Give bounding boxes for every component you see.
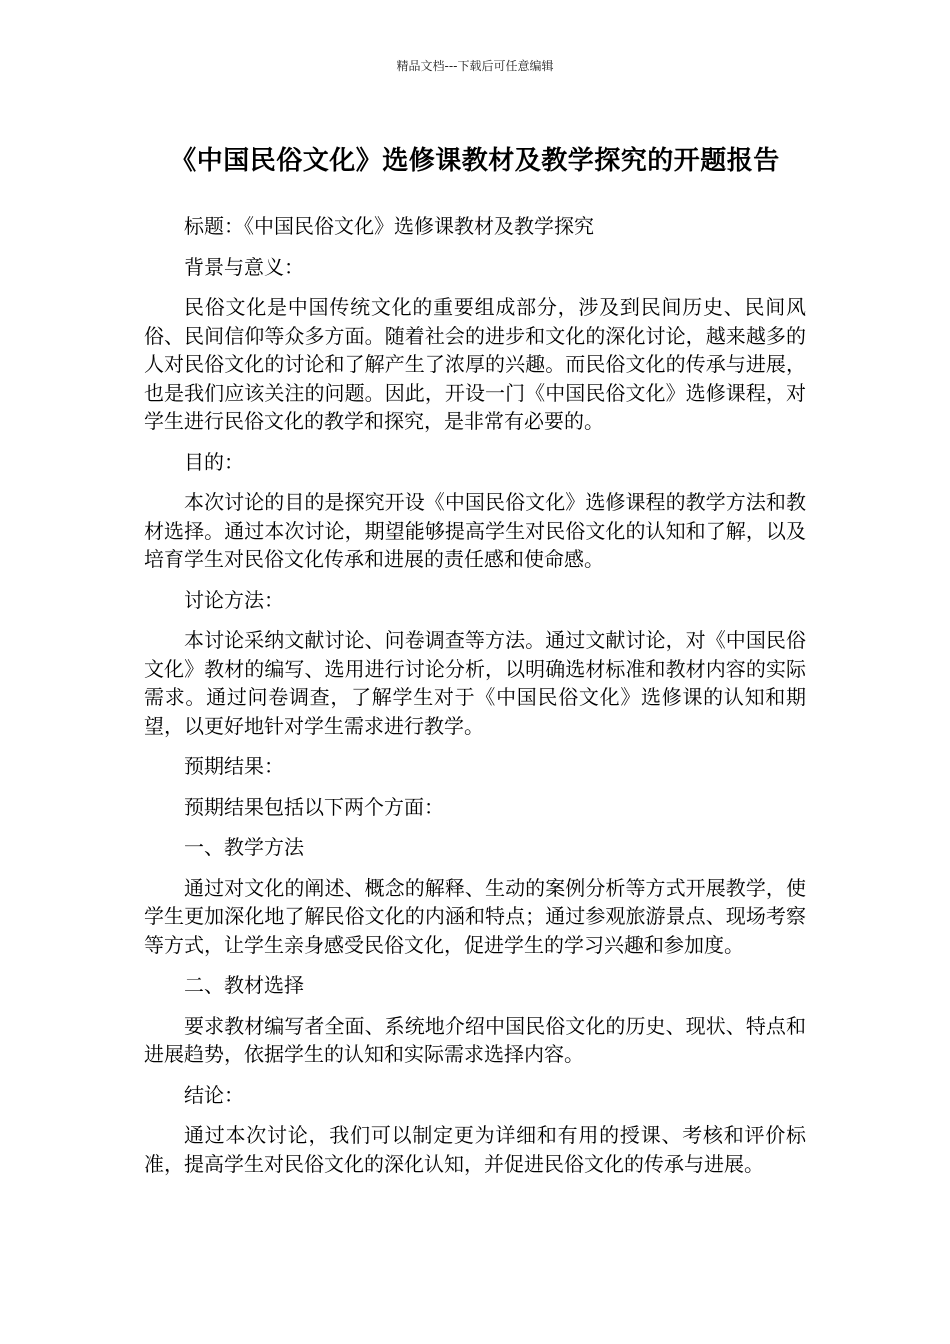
subheading-textbook-selection: 二、教材选择 xyxy=(184,973,304,997)
heading-expected-results: 预期结果： xyxy=(184,754,284,778)
paragraph-teaching-method: 通过对文化的阐述、概念的解释、生动的案例分析等方式开展教学，使学生更加深化地了解民俗文化的内涵和特点；通过参观旅游景点、现场考察等方式，让学生亲身感受民俗文化，促进学生的学习兴趣和参加度。 xyxy=(144,875,806,957)
paragraph-background: 民俗文化是中国传统文化的重要组成部分，涉及到民间历史、民间风俗、民间信仰等众多方面。随着社会的进步和文化的深化讨论，越来越多的人对民俗文化的讨论和了解产生了浓厚的兴趣。而民俗文化的传承与进展，也是我们应该关注的问题。因此，开设一门《中国民俗文化》选修课程，对学生进行民俗文化的教学和探究，是非常有必要的。 xyxy=(144,295,806,433)
heading-purpose: 目的： xyxy=(184,449,244,474)
heading-background: 背景与意义： xyxy=(184,254,304,279)
subheading-teaching-method: 一、教学方法 xyxy=(184,835,304,859)
paragraph-purpose: 本次讨论的目的是探究开设《中国民俗文化》选修课程的教学方法和教材选择。通过本次讨论，期望能够提高学生对民俗文化的认知和了解，以及培育学生对民俗文化传承和进展的责任感和使命感。 xyxy=(144,490,806,571)
paragraph-textbook-selection: 要求教材编写者全面、系统地介绍中国民俗文化的历史、现状、特点和进展趋势，依据学生的认知和实际需求选择内容。 xyxy=(144,1013,806,1066)
document-title: 《中国民俗文化》选修课教材及教学探究的开题报告 xyxy=(170,146,780,176)
paragraph-expected-intro: 预期结果包括以下两个方面： xyxy=(184,794,444,819)
heading-conclusion: 结论： xyxy=(184,1082,244,1107)
heading-method: 讨论方法： xyxy=(184,587,284,612)
paragraph-conclusion: 通过本次讨论，我们可以制定更为详细和有用的授课、考核和评价标准，提高学生对民俗文化的深化认知，并促进民俗文化的传承与进展。 xyxy=(144,1123,806,1176)
page-header: 精品文档---下载后可任意编辑 xyxy=(396,59,554,73)
paragraph-method: 本讨论采纳文献讨论、问卷调查等方法。通过文献讨论，对《中国民俗文化》教材的编写、选用进行讨论分析，以明确选材标准和教材内容的实际需求。通过问卷调查，了解学生对于《中国民俗文化》选修课的认知和期望，以更好地针对学生需求进行教学。 xyxy=(144,628,806,738)
paragraph-topic: 标题：《中国民俗文化》选修课教材及教学探究 xyxy=(184,214,594,238)
document-body xyxy=(144,212,806,1190)
